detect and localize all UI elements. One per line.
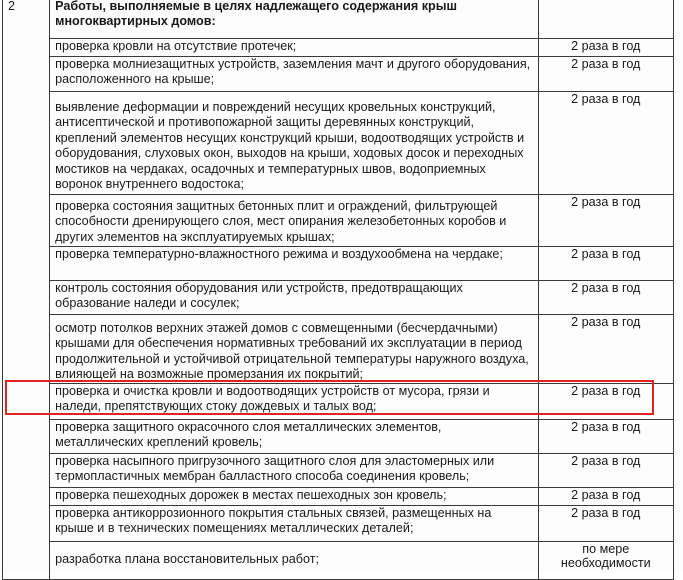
table-row xyxy=(3,315,674,384)
work-frequency: 2 раза в год xyxy=(538,453,673,487)
work-frequency: 2 раза в год xyxy=(538,281,673,315)
work-description: проверка антикоррозионного покрытия стальных связей, размещенных на крыше и в технических помещениях металлических деталей; xyxy=(50,505,538,541)
work-frequency: 2 раза в год xyxy=(538,383,673,419)
table-row xyxy=(3,281,674,315)
work-frequency: по мере необходимости xyxy=(538,541,673,579)
table-cell-empty xyxy=(538,0,673,39)
table-row xyxy=(3,195,674,247)
table-row xyxy=(3,419,674,453)
work-frequency: 2 раза в год xyxy=(538,487,673,505)
table-row-section-header xyxy=(3,0,674,39)
table-row xyxy=(3,39,674,57)
table-row xyxy=(3,453,674,487)
work-description: проверка и очистка кровли и водоотводящих устройств от мусора, грязи и наледи, препятствующих стоку дождевых и талых вод; xyxy=(50,383,538,419)
work-description: осмотр потолков верхних этажей домов с совмещенными (бесчердачными) крышами для обеспечения нормативных требований их эксплуатации в период продолжительной и устойчивой отрицательной температуры наружного воздуха, влияющей на возможные промерзания их покрытий; xyxy=(50,315,538,384)
work-description: проверка защитного окрасочного слоя металлических элементов, металлических креплений кровель; xyxy=(50,419,538,453)
work-frequency: 2 раза в год xyxy=(538,39,673,57)
work-frequency: 2 раза в год xyxy=(538,505,673,541)
work-description: разработка плана восстановительных работ; xyxy=(50,541,538,579)
work-description: проверка состояния защитных бетонных плит и ограждений, фильтрующей способности дренирующего слоя, мест опирания железобетонных коробов и других элементов на эксплуатируемых крышах; xyxy=(50,195,538,247)
table-row xyxy=(3,505,674,541)
section-number: 2 xyxy=(3,0,50,579)
table-row xyxy=(3,92,674,195)
work-frequency: 2 раза в год xyxy=(538,247,673,281)
work-frequency: 2 раза в год xyxy=(538,419,673,453)
work-description: проверка насыпного пригрузочного защитного слоя для эластомерных или термопластичных мембран балластного способа соединения кровель; xyxy=(50,453,538,487)
work-description: проверка кровли на отсутствие протечек; xyxy=(50,39,538,57)
work-description: контроль состояния оборудования или устройств, предотвращающих образование наледи и сосулек; xyxy=(50,281,538,315)
table-row xyxy=(3,487,674,505)
work-description: проверка температурно-влажностного режима и воздухообмена на чердаке; xyxy=(50,247,538,281)
table-row xyxy=(3,247,674,281)
table-row xyxy=(3,57,674,92)
work-frequency: 2 раза в год xyxy=(538,92,673,195)
maintenance-table xyxy=(2,0,674,580)
section-title: Работы, выполняемые в целях надлежащего содержания крыш многоквартирных домов: xyxy=(50,0,538,39)
table-row-highlighted xyxy=(3,383,674,419)
work-frequency: 2 раза в год xyxy=(538,195,673,247)
work-description: выявление деформации и повреждений несущих кровельных конструкций, антисептической и противопожарной защиты деревянных конструкций, креплений элементов несущих конструкций крыши, водоотводящих устройств и оборудования, слуховых окон, выходов на крыши, ходовых досок и переходных мостиков на чердаках, осадочных и температурных швов, водоприемных воронок внутреннего водостока; xyxy=(50,92,538,195)
table-row xyxy=(3,541,674,579)
work-description: проверка пешеходных дорожек в местах пешеходных зон кровель; xyxy=(50,487,538,505)
work-frequency: 2 раза в год xyxy=(538,315,673,384)
work-frequency: 2 раза в год xyxy=(538,57,673,92)
work-description: проверка молниезащитных устройств, заземления мачт и другого оборудования, расположенного на крыше; xyxy=(50,57,538,92)
